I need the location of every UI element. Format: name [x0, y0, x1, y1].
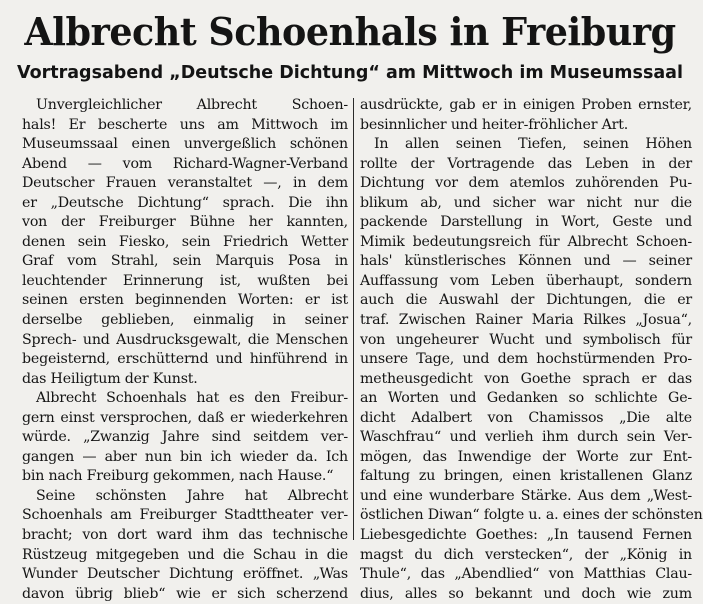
article-text-line: Abend — vom Richard-Wagner-Verband — [22, 155, 348, 172]
article-text-line: Thule“, das „Abendlied“ von Matthias Clau- — [360, 566, 692, 583]
article-text-line: würde. „Zwanzig Jahre sind seitdem ver- — [22, 429, 348, 446]
article-text-line: derselbe geblieben, einmalig in seiner — [22, 312, 348, 329]
article-text-line: magst du dich verstecken“, der „König in — [360, 546, 692, 563]
article-text-line: rollte der Vortragende das Leben in der — [360, 155, 692, 172]
article-text-line: Unvergleichlicher Albrecht Schoen- — [36, 97, 348, 113]
article-text-line: hals! Er bescherte uns am Mittwoch im — [22, 116, 348, 133]
article-text-line: dicht Adalbert von Chamissos „Die alte — [360, 409, 692, 426]
article-text-line: mögen, das Inwendige der Worte zur Ent- — [360, 448, 692, 465]
article-text-line: hals' künstlerisches Können und — seiner — [360, 253, 692, 270]
article-text-line: In allen seinen Tiefen, seinen Höhen — [374, 136, 692, 153]
article-text-line: leuchtender Erinnerung ist, wußten bei — [22, 272, 348, 289]
article-text-line: Deutscher Frauen veranstaltet —, in dem — [22, 175, 348, 192]
article-text-line: packende Darstellung in Wort, Geste und — [360, 214, 692, 231]
right-column — [360, 96, 703, 602]
article-text-line: begeisternd, erschütternd und hinführend in — [22, 351, 348, 368]
article-text-line: Rüstzeug mitgegeben und die Schau in die — [22, 546, 348, 563]
article-text-line: Mimik bedeutungsreich für Albrecht Schoen- — [360, 233, 692, 250]
article-text-line: auch die Auswahl der Dichtungen, die er — [360, 292, 692, 309]
article-text-line: Liebesgedichte Goethes: „In tausend Fernen — [360, 527, 692, 544]
article-text-line: bracht; von dort ward ihm das technische — [22, 527, 348, 544]
article-text-line: das Heiligtum der Kunst. — [22, 370, 198, 387]
article-text-line: Wunder Deutscher Dichtung eröffnet. „Was — [22, 566, 348, 583]
subheadline: Vortragsabend „Deutsche Dichtung“ am Mittwoch im Museumssaal — [17, 63, 683, 83]
article-text-line: Schoenhals am Freiburger Stadttheater ver- — [22, 507, 348, 524]
left-column — [22, 96, 348, 602]
article-text-line: gangen — aber nun bin ich wieder da. Ich — [22, 448, 348, 465]
article-text-line: besinnlicher und heiter-fröhlicher Art. — [360, 116, 629, 133]
article-text-line: Albrecht Schoenhals hat es den Freibur- — [36, 390, 348, 407]
article-text-line: blikum ab, und sicher war nicht nur die — [360, 194, 692, 211]
article-text-line: Dichtung vor dem atemlos zuhörenden Pu- — [360, 175, 692, 192]
article-text-line: von der Freiburger Bühne her kannten, — [22, 214, 348, 231]
column-divider — [353, 98, 354, 540]
article-text-line: ausdrückte, gab er in einigen Proben ernster, — [360, 97, 692, 113]
article-text-line: Seine schönsten Jahre hat Albrecht — [36, 487, 348, 504]
article-text-line: Waschfrau“ und verlieh ihm durch sein Ver- — [360, 429, 692, 446]
article-text-line: davon übrig blieb“ wie er sich scherzend — [22, 585, 348, 602]
headline: Albrecht Schoenhals in Freiburg — [24, 9, 676, 54]
article-text-line: traf. Zwischen Rainer Maria Rilkes „Josua“, — [360, 312, 692, 329]
article-text-line: unsere Tage, und dem hochstürmenden Pro- — [360, 351, 692, 368]
article-text-line: gern einst versprochen, daß er wiederkehren — [22, 409, 348, 426]
article-text-line: seinen ersten beginnenden Worten: er ist — [22, 292, 348, 309]
article-text-line: und eine wunderbare Stärke. Aus dem „West- — [360, 487, 692, 504]
article-text-line: Sprech- und Ausdrucksgewalt, die Menschen — [22, 331, 348, 348]
article-text-line: metheusgedicht von Goethe sprach er das — [360, 370, 692, 387]
article-text-line: er „Deutsche Dichtung“ sprach. Die ihn — [22, 194, 348, 211]
article-text-line: an Worten und Gedanken so schlichte Ge- — [360, 390, 692, 407]
article-text-line: von ungeheurer Wucht und symbolisch für — [360, 331, 692, 348]
article-text-line: dius, alles so bekannt und doch wie zum — [360, 585, 692, 602]
article-text-line: denen sein Fiesko, sein Friedrich Wetter — [22, 233, 348, 250]
article-text-line: bin nach Freiburg gekommen, nach Hause.“ — [22, 468, 334, 485]
article-text-line: Graf vom Strahl, sein Marquis Posa in — [22, 253, 348, 270]
article-text-line: östlichen Diwan“ folgte u. a. eines der schönsten — [360, 507, 703, 524]
article-text-line: Museumssaal einen unvergeßlich schönen — [22, 136, 348, 153]
article-text-line: Auffassung vom Leben überhaupt, sondern — [360, 272, 692, 289]
article-text-line: faltung zu bringen, einen kristallenen Glanz — [360, 468, 692, 485]
